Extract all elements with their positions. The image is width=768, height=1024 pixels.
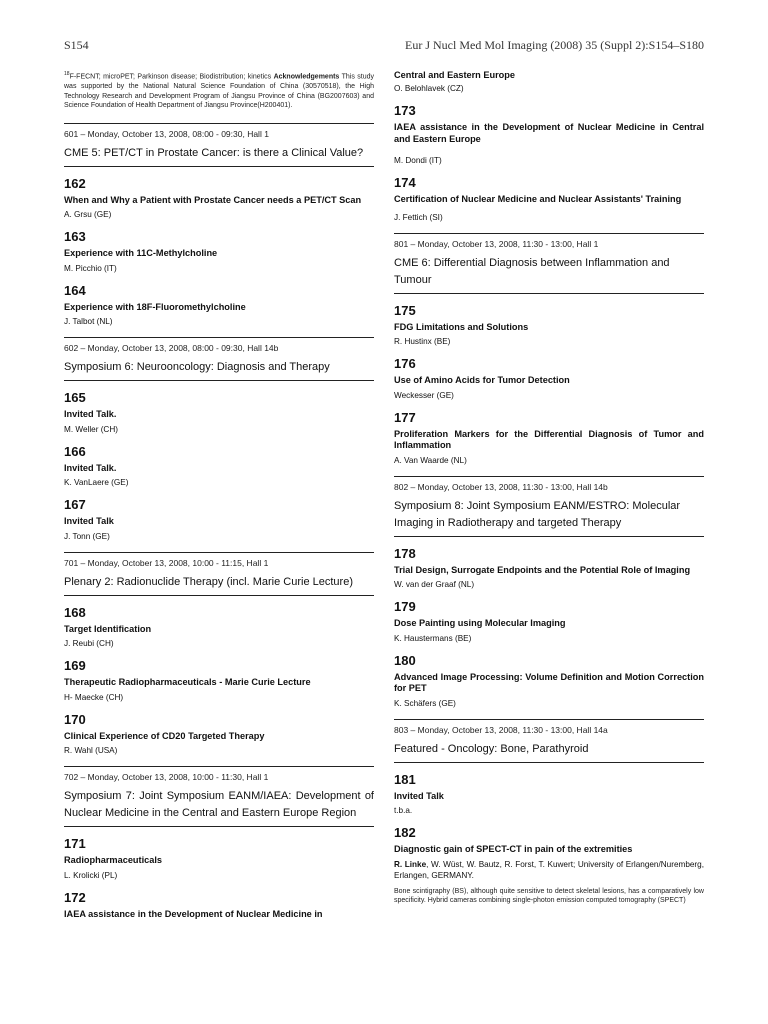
left-column <box>64 70 374 920</box>
abstract-author: M. Dondi (IT) <box>394 156 442 165</box>
abstract-172 <box>64 890 374 921</box>
journal-citation: Eur J Nucl Med Mol Imaging (2008) 35 (Suppl 2):S154–S180 <box>405 38 704 52</box>
abstract-177 <box>394 410 704 466</box>
session-802 <box>394 476 704 537</box>
abstract-number: 168 <box>64 604 86 620</box>
abstract-author: R. Wahl (USA) <box>64 746 118 756</box>
abstract-title: Therapeutic Radiopharmaceuticals - Marie Curie Lecture <box>64 677 311 688</box>
abstract-167 <box>64 497 374 542</box>
abstract-title: Trial Design, Surrogate Endpoints and the Potential Role of Imaging <box>394 564 691 575</box>
abstract-title: IAEA assistance in the Development of Nuclear Medicine in Central and Eastern Europe <box>394 122 704 144</box>
abstract-author: H- Maecke (CH) <box>64 692 124 702</box>
abstract-number: 175 <box>394 302 416 318</box>
abstract-author: J. Reubi (CH) <box>64 639 114 649</box>
abstract-author: K. Haustermans (BE) <box>394 633 472 643</box>
abstract-author: R. Linke, W. Wüst, W. Bautz, R. Forst, T. Kuwert; University of Erlangen/Nuremberg, Erlangen, GERMANY. <box>394 859 704 880</box>
abstract-author: O. Belohlavek (CZ) <box>394 84 464 93</box>
abstract-author: M. Weller (CH) <box>64 424 118 434</box>
abstract-title: Invited Talk <box>394 790 444 801</box>
abstract-number: 163 <box>64 229 86 245</box>
abstract-171 <box>64 836 374 881</box>
abstract-number: 172 <box>64 889 86 905</box>
abstract-author: K. VanLaere (GE) <box>64 478 129 488</box>
abstract-number: 179 <box>394 599 416 614</box>
abstract-number: 170 <box>64 711 86 727</box>
session-meta: 602 – Monday, October 13, 2008, 08:00 - 09:30, Hall 14b <box>64 343 279 354</box>
abstract-162 <box>64 176 374 221</box>
abstract-number: 164 <box>64 282 86 298</box>
abstract-number: 180 <box>394 652 416 668</box>
abstract-175 <box>394 303 704 348</box>
abstract-181 <box>394 772 704 817</box>
session-meta: 801 – Monday, October 13, 2008, 11:30 - 13:00, Hall 1 <box>394 238 599 249</box>
abstract-title: Radiopharmaceuticals <box>64 855 163 866</box>
abstract-author: M. Picchio (IT) <box>64 263 117 273</box>
abstract-title: Certification of Nuclear Medicine and Nuclear Assistants' Training <box>394 194 682 204</box>
abstract-178 <box>394 546 704 591</box>
session-803 <box>394 719 704 763</box>
acknowledgements: $^{18}$F-FECNT; microPET; Parkinson disease; Biodistribution; kinetics Acknowledgements This study was supported by the National Natural Science Foundation of China (30570518), the High Technology Research and Development Program of Jiangsu Province of China (BG2007603) and Science Foundation of Health Department of Jiangsu Province(H200401). <box>64 71 375 110</box>
abstract-number: 165 <box>64 390 86 406</box>
session-title: CME 6: Differential Diagnosis between Inflammation and Tumour <box>394 255 704 294</box>
abstract-174 <box>394 175 704 223</box>
abstract-title: When and Why a Patient with Prostate Cancer needs a PET/CT Scan <box>64 194 362 205</box>
session-601 <box>64 123 374 167</box>
abstract-title: Proliferation Markers for the Differential Diagnosis of Tumor and Inflammation <box>394 428 704 450</box>
abstract-title: Experience with 18F-Fluoromethylcholine <box>64 301 246 312</box>
abstract-number: 182 <box>394 825 416 840</box>
abstract-author: J. Talbot (NL) <box>64 317 113 327</box>
abstract-title: Use of Amino Acids for Tumor Detection <box>394 375 570 385</box>
abstract-169 <box>64 658 374 703</box>
abstract-number: 176 <box>394 356 416 371</box>
abstract-body: Bone scintigraphy (BS), although quite sensitive to detect skeletal lesions, has a comparatively low specificity. Hybrid cameras combining single-photon emission computed tomography (SPECT) <box>394 887 704 904</box>
abstract-author: L. Krolicki (PL) <box>64 870 118 880</box>
abstract-number: 178 <box>394 545 416 561</box>
abstract-180 <box>394 653 704 709</box>
abstract-166 <box>64 444 374 489</box>
abstract-number: 167 <box>64 497 86 513</box>
session-702 <box>64 766 374 827</box>
abstract-172-continued <box>394 70 704 94</box>
abstract-title: Advanced Image Processing: Volume Definition and Motion Correction for PET <box>394 671 704 693</box>
abstract-number: 173 <box>394 103 416 118</box>
abstract-author: A. Grsu (GE) <box>64 210 112 220</box>
page-number: S154 <box>64 38 89 52</box>
session-title: Featured - Oncology: Bone, Parathyroid <box>394 741 704 763</box>
abstract-title: Invited Talk. <box>64 462 117 473</box>
abstract-title-continued: Central and Eastern Europe <box>394 70 515 80</box>
abstract-number: 171 <box>64 836 86 852</box>
abstract-168 <box>64 605 374 650</box>
abstract-title: Clinical Experience of CD20 Targeted Therapy <box>64 730 265 741</box>
session-701 <box>64 552 374 596</box>
session-meta: 701 – Monday, October 13, 2008, 10:00 - 11:15, Hall 1 <box>64 557 269 568</box>
session-title: CME 5: PET/CT in Prostate Cancer: is there a Clinical Value? <box>64 145 374 167</box>
abstract-173 <box>394 103 704 166</box>
abstract-number: 177 <box>394 409 416 425</box>
session-602 <box>64 337 374 381</box>
abstract-title: Target Identification <box>64 623 152 634</box>
abstract-title: Invited Talk <box>64 516 114 527</box>
abstract-title: Invited Talk. <box>64 409 117 420</box>
abstract-author: Weckesser (GE) <box>394 390 454 400</box>
session-meta: 601 – Monday, October 13, 2008, 08:00 - 09:30, Hall 1 <box>64 128 269 139</box>
session-title: Symposium 8: Joint Symposium EANM/ESTRO: Molecular Imaging in Radiotherapy and targeted Therapy <box>394 498 704 537</box>
abstract-182 <box>394 825 704 906</box>
session-meta: 802 – Monday, October 13, 2008, 11:30 - 13:00, Hall 14b <box>394 481 608 492</box>
session-meta: 803 – Monday, October 13, 2008, 11:30 - 13:00, Hall 14a <box>394 724 608 735</box>
abstract-title: Dose Painting using Molecular Imaging <box>394 618 566 628</box>
abstract-164 <box>64 283 374 328</box>
abstract-title: IAEA assistance in the Development of Nuclear Medicine in <box>64 908 323 919</box>
abstract-number: 166 <box>64 443 86 459</box>
abstract-170 <box>64 712 374 757</box>
abstract-author: t.b.a. <box>394 806 413 815</box>
abstract-number: 162 <box>64 175 86 191</box>
abstract-179 <box>394 599 704 644</box>
abstract-author: A. Van Waarde (NL) <box>394 455 467 465</box>
abstract-number: 169 <box>64 658 86 674</box>
abstract-163 <box>64 229 374 274</box>
running-header <box>64 38 704 58</box>
session-title: Symposium 6: Neurooncology: Diagnosis and Therapy <box>64 359 374 381</box>
right-column <box>394 70 704 906</box>
abstract-author: J. Tonn (GE) <box>64 531 110 541</box>
session-title: Symposium 7: Joint Symposium EANM/IAEA: Development of Nuclear Medicine in the Central and Eastern Europe Region <box>64 788 374 827</box>
session-801 <box>394 233 704 294</box>
session-title: Plenary 2: Radionuclide Therapy (incl. Marie Curie Lecture) <box>64 574 374 596</box>
abstract-165 <box>64 390 374 435</box>
abstract-title: Diagnostic gain of SPECT-CT in pain of the extremities <box>394 844 633 854</box>
abstract-176 <box>394 356 704 401</box>
abstract-title: FDG Limitations and Solutions <box>394 321 529 332</box>
abstract-title: Experience with 11C-Methylcholine <box>64 248 218 259</box>
abstract-author: R. Hustinx (BE) <box>394 337 451 346</box>
abstract-author: J. Fettich (SI) <box>394 212 443 222</box>
abstract-number: 174 <box>394 175 416 190</box>
abstract-author: W. van der Graaf (NL) <box>394 580 475 589</box>
abstract-author: K. Schäfers (GE) <box>394 698 456 708</box>
session-meta: 702 – Monday, October 13, 2008, 10:00 - 11:30, Hall 1 <box>64 772 269 783</box>
abstract-number: 181 <box>394 771 416 787</box>
